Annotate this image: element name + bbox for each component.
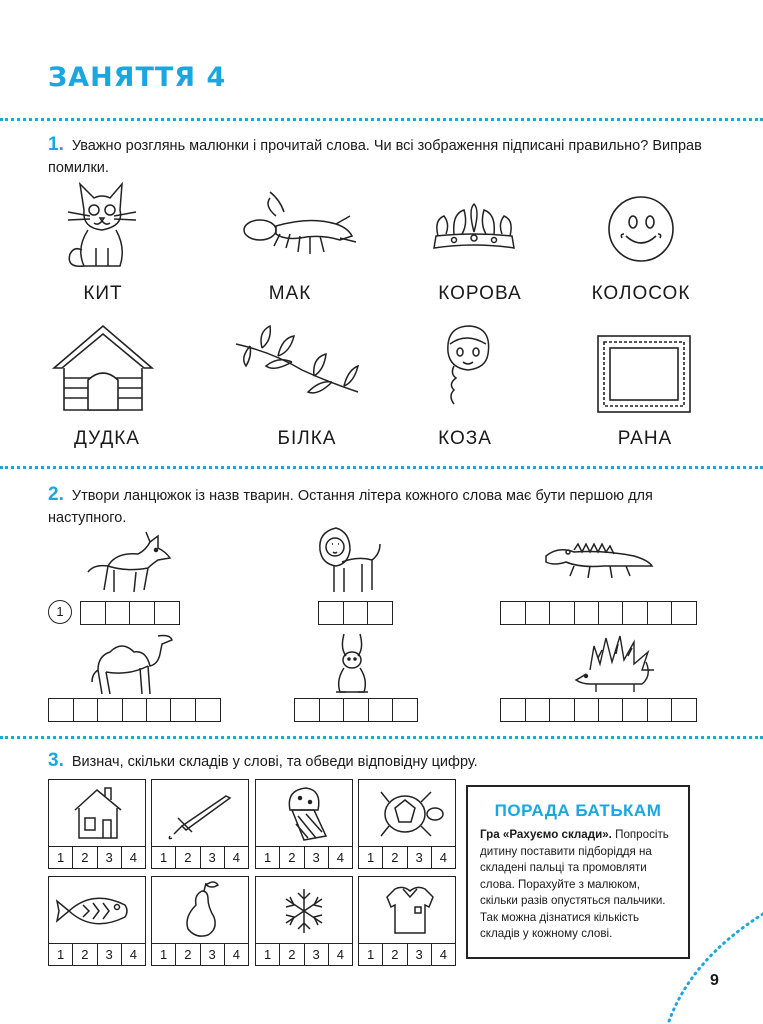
crayfish-icon [240, 190, 360, 262]
digit-2[interactable]: 2 [279, 944, 303, 965]
digit-4[interactable]: 4 [224, 847, 248, 868]
frame-icon [596, 334, 692, 414]
chain-start-number: 1 [48, 600, 72, 624]
syllable-card [255, 779, 353, 869]
digit-2[interactable]: 2 [72, 847, 96, 868]
digit-2[interactable]: 2 [382, 847, 406, 868]
syllable-card [48, 876, 146, 966]
task-1-instruction [48, 134, 708, 179]
task-2-number: 2. [48, 484, 64, 505]
word-label: КОЗА [438, 428, 492, 449]
word-label: КИТ [83, 283, 123, 304]
word-label: БІЛКА [277, 428, 337, 449]
ice-cream-icon [256, 780, 352, 846]
digit-4[interactable]: 4 [328, 944, 352, 965]
house-icon [49, 780, 145, 846]
task-3-instruction [48, 750, 708, 773]
dotted-divider [0, 736, 763, 739]
letter-boxes[interactable] [50, 698, 221, 722]
digit-2[interactable]: 2 [72, 944, 96, 965]
digit-4[interactable]: 4 [431, 847, 455, 868]
task-1-number: 1. [48, 134, 64, 155]
digit-3[interactable]: 3 [304, 944, 328, 965]
digit-1[interactable]: 1 [160, 947, 168, 962]
syllable-card [48, 779, 146, 869]
digit-1[interactable]: 1 [57, 947, 65, 962]
letter-boxes[interactable] [296, 698, 418, 722]
advice-title: ПОРАДА БАТЬКАМ [494, 801, 662, 820]
snowflake-icon [256, 877, 352, 943]
cat-icon [62, 178, 142, 270]
task-2-text: Утвори ланцюжок із назв тварин. Остання літера кожного слова має бути першою для наступного. [48, 488, 653, 526]
word-label: КОРОВА [438, 283, 522, 304]
syllable-card [255, 876, 353, 966]
digit-1[interactable]: 1 [57, 850, 65, 865]
task-1-text: Уважно розглянь малюнки і прочитай слова. Чи всі зображення підписані правильно? Виправ помилки. [48, 138, 702, 176]
digit-4[interactable]: 4 [121, 944, 145, 965]
digit-4[interactable]: 4 [328, 847, 352, 868]
digit-1[interactable]: 1 [367, 947, 375, 962]
digit-4[interactable]: 4 [121, 847, 145, 868]
digit-2[interactable]: 2 [175, 944, 199, 965]
digit-3[interactable]: 3 [407, 944, 431, 965]
bun-face-icon [606, 194, 676, 264]
branch-icon [232, 322, 362, 408]
turtle-icon [359, 780, 455, 846]
braid-girl-icon [436, 322, 496, 408]
sword-icon [152, 780, 248, 846]
digit-3[interactable]: 3 [97, 847, 121, 868]
letter-boxes[interactable] [502, 698, 697, 722]
digit-2[interactable]: 2 [175, 847, 199, 868]
lion-icon [314, 524, 384, 596]
digit-3[interactable]: 3 [97, 944, 121, 965]
advice-body: Попросіть дитину поставити підборіддя на складені пальці та промовляти слова. Порахуйте з малюком, скільки разів опустяться пальчики. Так можна дізнатися кількість складів у кожному слові. [480, 828, 669, 940]
digit-4[interactable]: 4 [224, 944, 248, 965]
letter-boxes[interactable] [502, 601, 697, 625]
digit-1[interactable]: 1 [160, 850, 168, 865]
task-3-number: 3. [48, 750, 64, 771]
task-3-text: Визнач, скільки складів у слові, та обведи відповідну цифру. [71, 754, 478, 770]
camel-icon [88, 630, 174, 696]
digit-3[interactable]: 3 [200, 944, 224, 965]
task-2-instruction [48, 484, 708, 529]
digit-1[interactable]: 1 [264, 850, 272, 865]
fish-icon [49, 877, 145, 943]
pear-icon [152, 877, 248, 943]
digit-3[interactable]: 3 [200, 847, 224, 868]
crocodile-icon [544, 540, 654, 580]
syllable-card [151, 779, 249, 869]
page-number: 9 [710, 972, 719, 989]
letter-boxes[interactable] [320, 601, 393, 625]
shirt-icon [359, 877, 455, 943]
hare-icon [330, 630, 374, 696]
word-label: МАК [268, 283, 312, 304]
decorative-dotted-arc [650, 910, 763, 1024]
digit-4[interactable]: 4 [431, 944, 455, 965]
syllable-card [151, 876, 249, 966]
digit-2[interactable]: 2 [279, 847, 303, 868]
word-label: ДУДКА [74, 428, 140, 449]
word-label: РАНА [617, 428, 673, 449]
lesson-title: ЗАНЯТТЯ 4 [48, 62, 227, 93]
digit-3[interactable]: 3 [304, 847, 328, 868]
dotted-divider [0, 466, 763, 469]
advice-game-name: Гра «Рахуємо склади». [480, 828, 612, 841]
hedgehog-icon [572, 634, 656, 694]
dotted-divider [0, 118, 763, 121]
digit-1[interactable]: 1 [367, 850, 375, 865]
letter-boxes[interactable] [82, 601, 180, 625]
syllable-card [358, 876, 456, 966]
doghouse-icon [50, 322, 156, 414]
digit-1[interactable]: 1 [264, 947, 272, 962]
digit-2[interactable]: 2 [382, 944, 406, 965]
wolf-icon [86, 528, 172, 596]
digit-3[interactable]: 3 [407, 847, 431, 868]
syllable-card [358, 779, 456, 869]
word-label: КОЛОСОК [591, 283, 691, 304]
crown-icon [428, 202, 520, 258]
